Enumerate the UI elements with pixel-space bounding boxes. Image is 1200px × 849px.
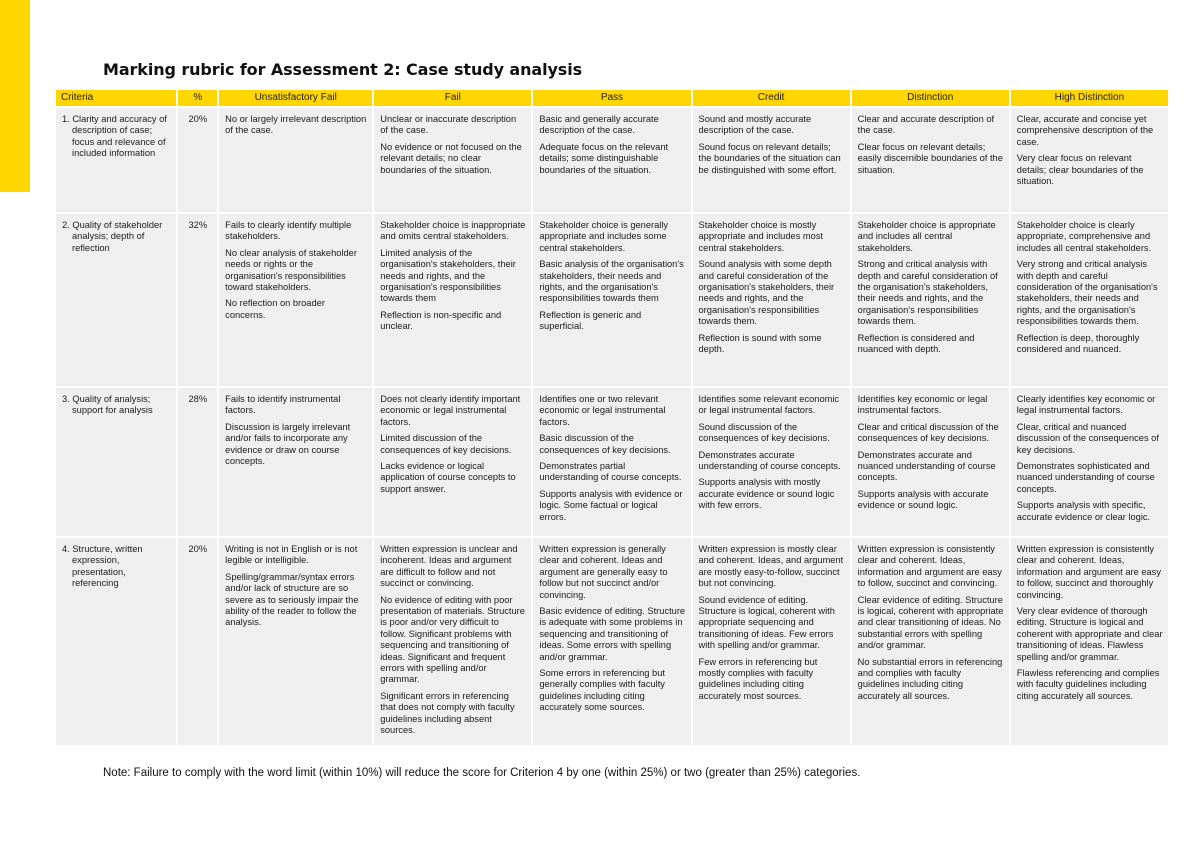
cell-text: 2. Quality of stakeholder analysis; depth of reflection — [62, 220, 163, 253]
criteria-cell — [56, 108, 176, 212]
rubric-table — [54, 88, 1170, 747]
cell-text: Supports analysis with evidence or logic. Some factual or logical errors. — [539, 488, 683, 522]
rubric-cell — [852, 214, 1009, 386]
cell-text: Identifies key economic or legal instrumental factors. — [857, 394, 988, 416]
cell-text: No substantial errors in referencing and complies with faculty guidelines including citing accurately all sources. — [857, 656, 1003, 701]
header-percent: % — [178, 90, 217, 106]
percent-cell: 20% — [178, 108, 217, 212]
rubric-cell — [693, 214, 850, 386]
cell-text: Demonstrates accurate and nuanced understanding of course concepts. — [857, 449, 996, 483]
rubric-cell — [1011, 108, 1168, 212]
rubric-cell — [219, 388, 372, 536]
header-unsatisfactory-fail: Unsatisfactory Fail — [219, 90, 372, 106]
table-row — [56, 108, 1168, 212]
cell-text: Clear and critical discussion of the consequences of key decisions. — [857, 421, 999, 444]
cell-text: Supports analysis with specific, accurate evidence or clear logic. — [1016, 500, 1151, 522]
rubric-cell — [693, 108, 850, 212]
page-title: Marking rubric for Assessment 2: Case study analysis — [103, 60, 583, 79]
rubric-cell — [693, 538, 850, 745]
cell-text: Written expression is generally clear and coherent. Ideas and argument are generally easy to follow but not succinct and/or convincing. — [539, 544, 668, 600]
header-credit: Credit — [693, 90, 850, 106]
rubric-cell — [219, 214, 372, 386]
rubric-cell — [219, 538, 372, 745]
cell-text: Stakeholder choice is clearly appropriate, comprehensive and includes all central stakeholders. — [1016, 220, 1152, 253]
cell-text: Clear, critical and nuanced discussion of the consequences of key decisions. — [1016, 421, 1159, 455]
cell-text: Some errors in referencing but generally complies with faculty guidelines including citing accurately some sources. — [539, 668, 665, 713]
rubric-cell — [533, 388, 690, 536]
cell-text: No evidence or not focused on the relevant details; no clear boundaries of the situation. — [380, 141, 522, 175]
cell-text: Basic discussion of the consequences of key decisions. — [539, 433, 671, 455]
cell-text: Sound discussion of the consequences of key decisions. — [698, 421, 830, 444]
rubric-cell — [1011, 214, 1168, 386]
table-row — [56, 214, 1168, 386]
cell-text: 3. Quality of analysis; support for analysis — [62, 394, 153, 416]
rubric-cell — [852, 108, 1009, 212]
cell-text: Few errors in referencing but mostly complies with faculty guidelines including citing accurately most sources. — [698, 656, 818, 701]
rubric-cell — [219, 108, 372, 212]
criteria-cell — [56, 538, 176, 745]
cell-text: Reflection is generic and superficial. — [539, 309, 642, 332]
cell-text: Very clear focus on relevant details; clear boundaries of the situation. — [1016, 153, 1144, 187]
cell-text: Sound focus on relevant details; the boundaries of the situation can be distinguished with some effort. — [698, 141, 841, 175]
rubric-cell — [374, 108, 531, 212]
cell-text: Very strong and critical analysis with depth and careful consideration of the organisation's stakeholders, their needs and rights, and the organisation's responsibilities towards them. — [1016, 259, 1158, 327]
cell-text: Limited analysis of the organisation's stakeholders, their needs and rights, and the organisation's responsibilities towards them — [380, 247, 516, 304]
footnote: Note: Failure to comply with the word limit (within 10%) will reduce the score for Criterion 4 by one (within 25%) or two (greater than 25%) categories. — [103, 767, 861, 779]
rubric-cell — [374, 214, 531, 386]
rubric-cell — [533, 214, 690, 386]
cell-text: Stakeholder choice is inappropriate and omits central stakeholders. — [380, 220, 526, 242]
cell-text: Supports analysis with mostly accurate evidence or sound logic with few errors. — [698, 477, 835, 511]
rubric-cell — [374, 388, 531, 536]
cell-text: Sound evidence of editing. Structure is logical, coherent with appropriate sequencing and transitioning of ideas. Few errors with spelling and/or grammar. — [698, 594, 835, 651]
cell-text: Discussion is largely irrelevant and/or fails to incorporate any evidence or draw on course concepts. — [225, 421, 351, 467]
cell-text: No or largely irrelevant description of the case. — [225, 114, 367, 136]
cell-text: Spelling/grammar/syntax errors and/or lack of structure are so severe as to seriously impair the ability of the reader to follow the analysis. — [225, 571, 359, 628]
cell-text: Reflection is considered and nuanced with depth. — [857, 332, 975, 355]
cell-text: Clear, accurate and concise yet comprehensive description of the case. — [1016, 114, 1154, 147]
cell-text: No evidence of editing with poor presentation of materials. Structure is poor and/or very difficult to follow. Significant problems with sequencing and transitioning of ideas. Significant and frequent errors with spelling and/or grammar. — [380, 594, 525, 685]
cell-text: Stakeholder choice is mostly appropriate and includes most central stakeholders. — [698, 220, 824, 253]
rubric-cell — [852, 388, 1009, 536]
cell-text: 1. Clarity and accuracy of description of case; focus and relevance of included information — [62, 114, 167, 159]
cell-text: No clear analysis of stakeholder needs or rights or the organisation's responsibilities toward stakeholders. — [225, 247, 357, 293]
cell-text: Reflection is non-specific and unclear. — [380, 309, 502, 332]
cell-text: Adequate focus on the relevant details; some distinguishable boundaries of the situation. — [539, 141, 669, 175]
header-criteria: Criteria — [56, 90, 176, 106]
cell-text: Identifies some relevant economic or legal instrumental factors. — [698, 394, 840, 416]
cell-text: Fails to identify instrumental factors. — [225, 394, 341, 416]
rubric-cell — [533, 538, 690, 745]
cell-text: Written expression is unclear and incoherent. Ideas and argument are difficult to follow and not succinct or convincing. — [380, 544, 518, 589]
cell-text: Clear focus on relevant details; easily discernible boundaries of the situation. — [857, 141, 1003, 175]
cell-text: Written expression is mostly clear and coherent. Ideas, and argument are mostly easy-to-follow, succinct but not convincing. — [698, 544, 844, 589]
table-row — [56, 538, 1168, 745]
rubric-cell — [852, 538, 1009, 745]
header-fail: Fail — [374, 90, 531, 106]
header-row — [56, 90, 1168, 106]
rubric-cell — [374, 538, 531, 745]
cell-text: Significant errors in referencing that does not comply with faculty guidelines including absent sources. — [380, 690, 515, 736]
rubric-cell — [1011, 538, 1168, 745]
rubric-cell — [693, 388, 850, 536]
cell-text: Demonstrates partial understanding of course concepts. — [539, 461, 682, 483]
cell-text: Strong and critical analysis with depth and careful consideration of the organisation's stakeholders, their needs and rights, and the organisation's responsibilities towards them. — [857, 259, 998, 327]
cell-text: Clearly identifies key economic or legal instrumental factors. — [1016, 394, 1156, 416]
cell-text: Identifies one or two relevant economic or legal instrumental factors. — [539, 394, 666, 427]
cell-text: Clear evidence of editing. Structure is logical, coherent with appropriate and clear transitioning of ideas. No substantial errors with spelling and/or grammar. — [857, 594, 1004, 651]
cell-text: Fails to clearly identify multiple stakeholders. — [225, 220, 352, 242]
rubric-cell — [1011, 388, 1168, 536]
criteria-cell — [56, 214, 176, 386]
cell-text: Flawless referencing and complies with faculty guidelines including citing accurately all sources. — [1016, 668, 1160, 701]
cell-text: Basic analysis of the organisation's stakeholders, their needs and rights, and the organisation's responsibilities towards them — [539, 259, 684, 304]
cell-text: Writing is not in English or is not legible or intelligible. — [225, 544, 358, 566]
criteria-cell — [56, 388, 176, 536]
cell-text: Sound and mostly accurate description of the case. — [698, 114, 812, 136]
accent-bar — [0, 0, 30, 192]
percent-cell: 20% — [178, 538, 217, 745]
cell-text: Demonstrates sophisticated and nuanced understanding of course concepts. — [1016, 461, 1155, 494]
cell-text: Basic and generally accurate description of the case. — [539, 114, 659, 136]
cell-text: No reflection on broader concerns. — [225, 298, 325, 320]
cell-text: Supports analysis with accurate evidence or sound logic. — [857, 488, 989, 511]
percent-cell: 32% — [178, 214, 217, 386]
cell-text: Demonstrates accurate understanding of course concepts. — [698, 449, 841, 472]
cell-text: Clear and accurate description of the case. — [857, 114, 995, 136]
cell-text: Written expression is consistently clear and coherent. Ideas, information and argument are easy to follow, succinct and convincing. — [857, 544, 1002, 589]
cell-text: Stakeholder choice is generally appropriate and includes some central stakeholders. — [539, 220, 669, 253]
cell-text: Sound analysis with some depth and careful consideration of the organisation's stakeholders, their needs and rights, and the organisation's responsibilities towards them. — [698, 259, 835, 327]
header-high-distinction: High Distinction — [1011, 90, 1168, 106]
percent-cell: 28% — [178, 388, 217, 536]
cell-text: Limited discussion of the consequences of key decisions. — [380, 433, 512, 455]
rubric-cell — [533, 108, 690, 212]
cell-text: 4. Structure, written expression, presentation, referencing — [62, 544, 143, 589]
table-row — [56, 388, 1168, 536]
cell-text: Reflection is deep, thoroughly considered and nuanced. — [1016, 332, 1140, 355]
cell-text: Reflection is sound with some depth. — [698, 332, 822, 355]
cell-text: Stakeholder choice is appropriate and includes all central stakeholders. — [857, 220, 996, 253]
header-distinction: Distinction — [852, 90, 1009, 106]
cell-text: Written expression is consistently clear and coherent. Ideas, information and argument are easy to follow, succinct and thoroughly convincing. — [1016, 544, 1161, 600]
cell-text: Unclear or inaccurate description of the case. — [380, 114, 517, 136]
cell-text: Basic evidence of editing. Structure is adequate with some problems in sequencing and transitioning of ideas. Some errors with spelling and/or grammar. — [539, 606, 686, 662]
cell-text: Very clear evidence of thorough editing. Structure is logical and coherent with appropriate and clear transitioning of ideas. Flawless spelling and/or grammar. — [1016, 606, 1163, 662]
header-pass: Pass — [533, 90, 690, 106]
cell-text: Does not clearly identify important economic or legal instrumental factors. — [380, 394, 521, 427]
cell-text: Lacks evidence or logical application of course concepts to support answer. — [380, 461, 516, 494]
